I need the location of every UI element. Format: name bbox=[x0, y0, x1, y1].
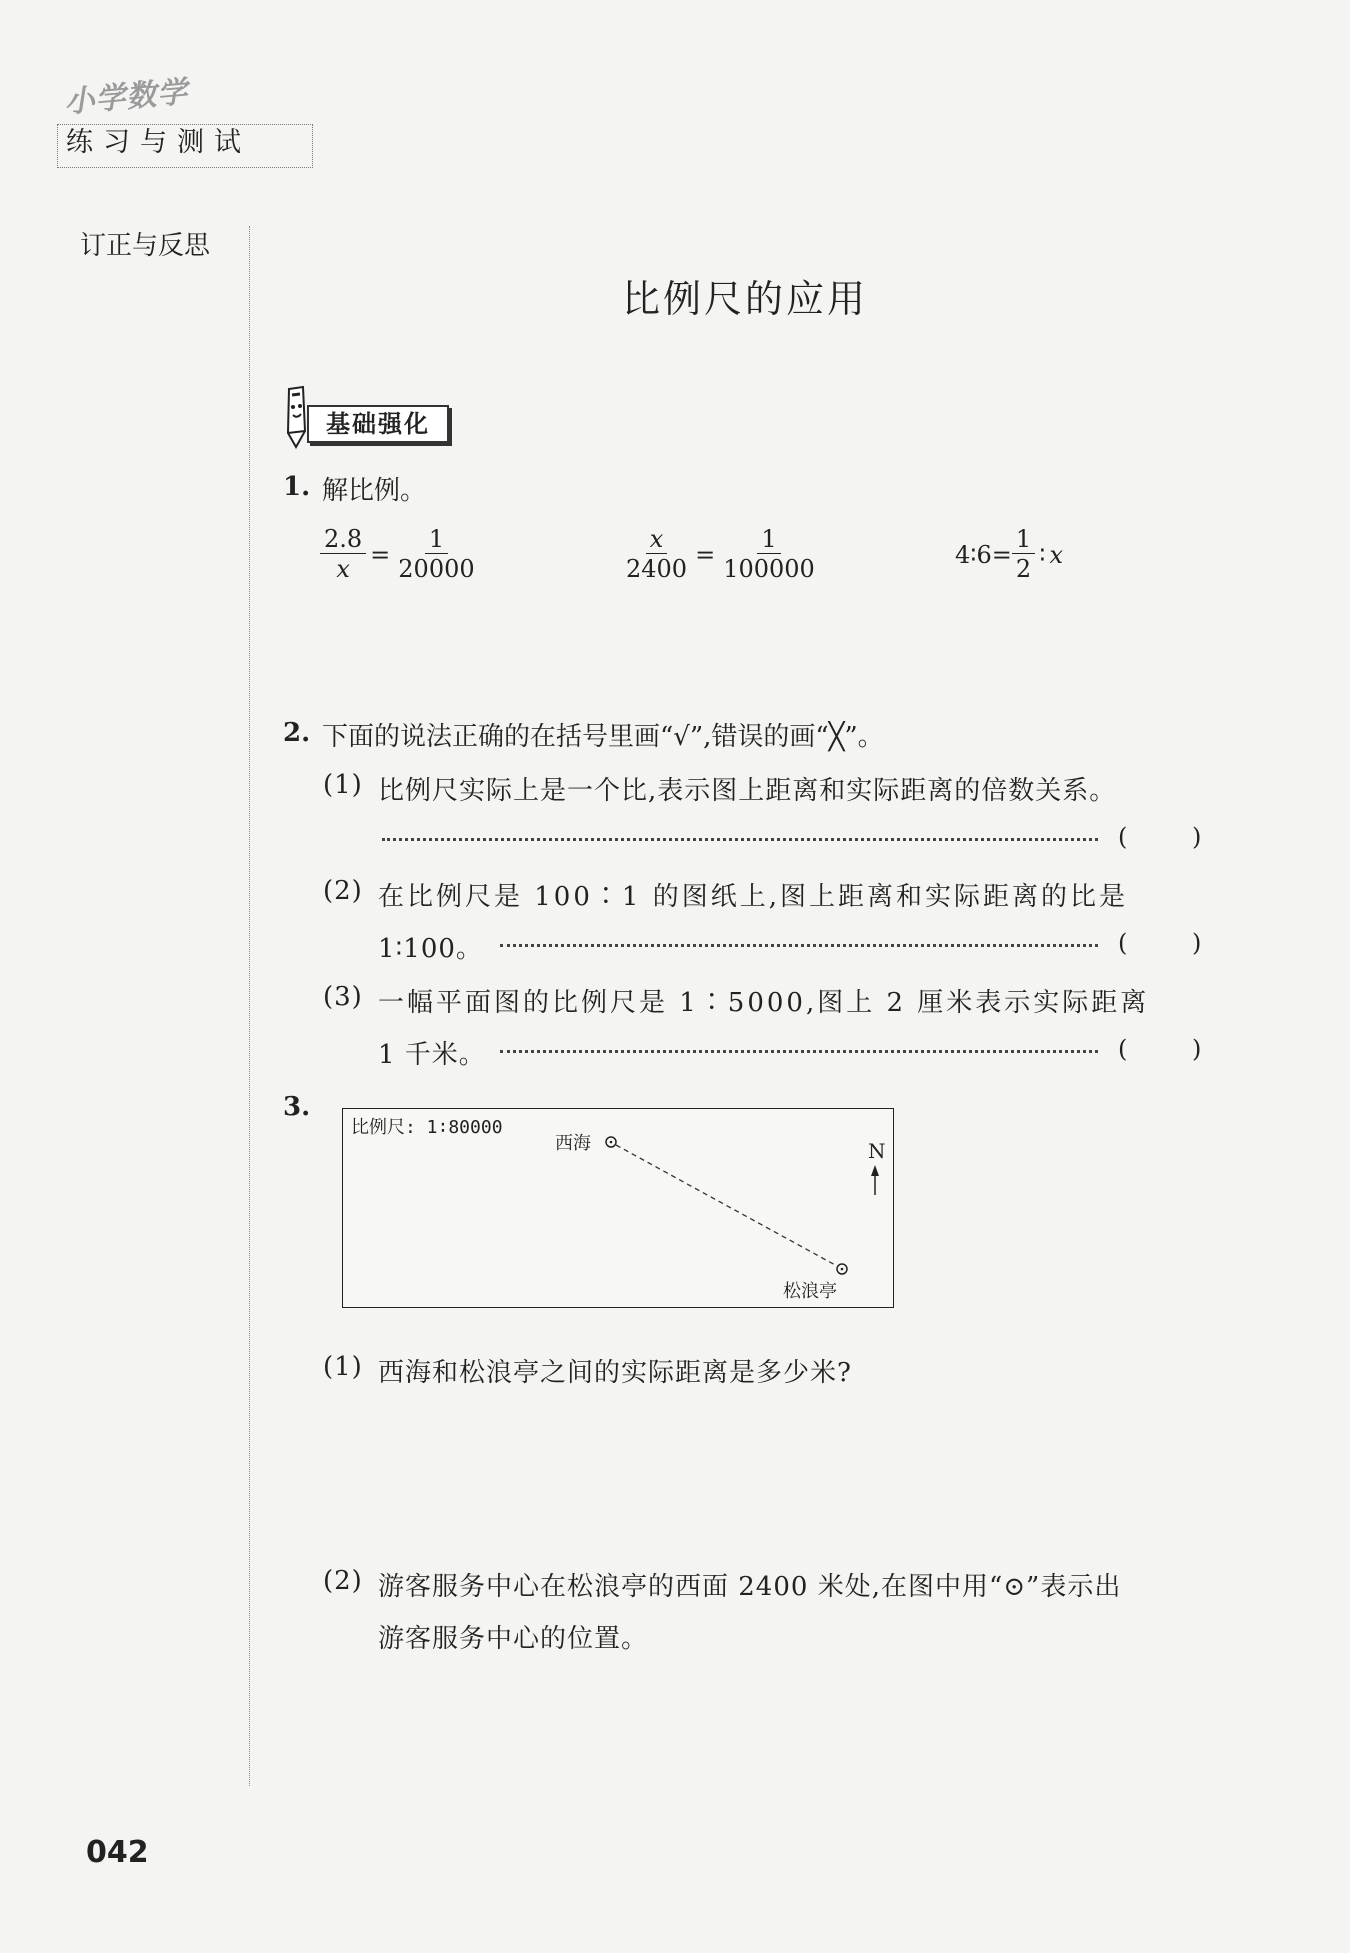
dotted-leader bbox=[500, 1050, 1098, 1053]
denominator: x bbox=[336, 555, 350, 583]
numerator: 1 bbox=[425, 525, 448, 554]
equals-sign: = bbox=[370, 540, 391, 569]
statement-2-text: 在比例尺是 100∶1 的图纸上,图上距离和实际距离的比是 bbox=[378, 882, 1128, 912]
pencil-icon bbox=[283, 385, 309, 449]
ratio-colon: ∶ bbox=[1039, 540, 1046, 569]
numerator: 1 bbox=[1012, 525, 1035, 554]
denominator: 100000 bbox=[723, 555, 815, 583]
answer-paren-close: ) bbox=[1192, 823, 1202, 851]
answer-blank-3[interactable] bbox=[1134, 1032, 1188, 1066]
answer-blank-1[interactable] bbox=[1134, 820, 1188, 854]
answer-paren-close: ) bbox=[1192, 929, 1202, 957]
book-title: 练习与测试 bbox=[66, 127, 251, 158]
ratio-lead: 4∶6= bbox=[955, 540, 1012, 569]
statement-2-label: (2) bbox=[323, 876, 363, 906]
dashed-route-line bbox=[616, 1145, 837, 1266]
fraction bbox=[394, 525, 478, 584]
question-3-number: 3. bbox=[283, 1092, 311, 1122]
question-2-prompt: 下面的说法正确的在括号里画“√”,错误的画“╳”。 bbox=[322, 722, 884, 752]
xihai-marker-icon bbox=[606, 1137, 616, 1147]
subquestion-2-text: 游客服务中心在松浪亭的西面 2400 米处,在图中用“⊙”表示出 bbox=[378, 1572, 1122, 1602]
answer-paren-open: ( bbox=[1118, 1035, 1128, 1063]
numerator: 1 bbox=[757, 525, 780, 554]
dotted-leader bbox=[500, 944, 1098, 947]
answer-paren-close: ) bbox=[1192, 1035, 1202, 1063]
equals-sign: = bbox=[695, 540, 716, 569]
fraction bbox=[622, 525, 691, 584]
answer-paren-open: ( bbox=[1118, 823, 1128, 851]
map-drawing bbox=[343, 1109, 893, 1307]
denominator: 20000 bbox=[398, 555, 475, 583]
answer-blank-2[interactable] bbox=[1134, 926, 1188, 960]
section-banner: 基础强化 bbox=[307, 405, 449, 443]
songlangting-marker-icon bbox=[837, 1264, 847, 1274]
sidebar-divider bbox=[249, 226, 250, 1786]
answer-paren-open: ( bbox=[1118, 929, 1128, 957]
variable-x: x bbox=[1049, 540, 1063, 569]
page-number: 042 bbox=[86, 1835, 149, 1870]
subquestion-1-text: 西海和松浪亭之间的实际距离是多少米? bbox=[378, 1358, 852, 1388]
denominator: 2 bbox=[1015, 555, 1032, 583]
question-1-prompt: 解比例。 bbox=[322, 476, 427, 506]
denominator: 2400 bbox=[626, 555, 688, 583]
fraction bbox=[719, 525, 819, 584]
series-title: 小学数学 bbox=[63, 74, 190, 121]
subquestion-2-text-cont: 游客服务中心的位置。 bbox=[378, 1624, 649, 1654]
statement-3-text-cont: 1 千米。 bbox=[378, 1040, 486, 1070]
statement-3-label: (3) bbox=[323, 982, 363, 1012]
scale-map[interactable] bbox=[342, 1108, 894, 1308]
fraction bbox=[320, 525, 366, 584]
statement-2-text-cont: 1∶100。 bbox=[378, 934, 483, 964]
place-label-xihai: 西海 bbox=[555, 1133, 591, 1154]
fraction bbox=[1012, 525, 1035, 584]
sidebar-label: 订正与反思 bbox=[80, 231, 211, 261]
north-label: N bbox=[868, 1139, 886, 1163]
subquestion-2-label: (2) bbox=[323, 1566, 363, 1596]
subquestion-1-label: (1) bbox=[323, 1352, 363, 1382]
equation-1 bbox=[320, 525, 479, 584]
numerator: 2.8 bbox=[320, 525, 366, 554]
numerator: x bbox=[646, 525, 668, 554]
north-arrow-icon bbox=[871, 1165, 879, 1195]
dotted-leader bbox=[382, 838, 1098, 841]
map-scale-label: 比例尺: 1∶80000 bbox=[351, 1117, 503, 1138]
question-2-number: 2. bbox=[283, 718, 311, 748]
question-1-number: 1. bbox=[283, 472, 311, 502]
place-label-songlangting: 松浪亭 bbox=[783, 1281, 837, 1302]
equation-2 bbox=[622, 525, 819, 584]
page-title: 比例尺的应用 bbox=[621, 277, 868, 321]
statement-1-label: (1) bbox=[323, 770, 363, 800]
statement-3-text: 一幅平面图的比例尺是 1∶5000,图上 2 厘米表示实际距离 bbox=[378, 988, 1150, 1018]
equation-3 bbox=[955, 525, 1063, 584]
statement-1-text: 比例尺实际上是一个比,表示图上距离和实际距离的倍数关系。 bbox=[378, 776, 1117, 806]
